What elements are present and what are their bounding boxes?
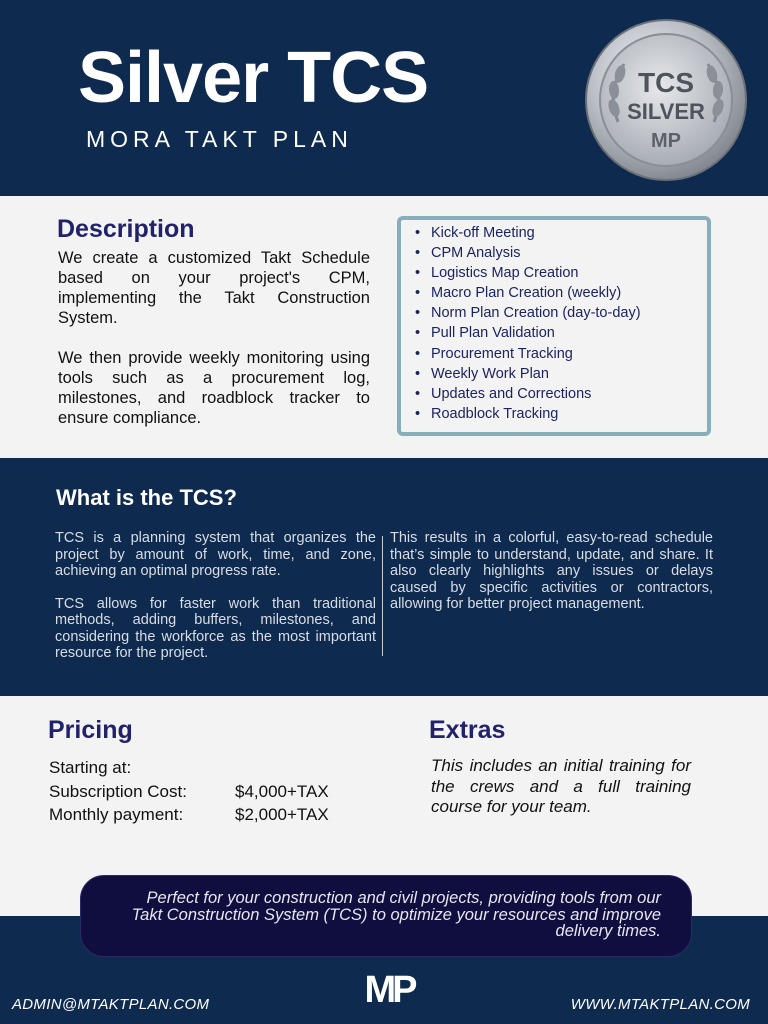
description-title: Description: [57, 215, 195, 243]
list-item: • Roadblock Tracking: [431, 404, 707, 424]
mp-logo-icon: [358, 966, 420, 1010]
list-item: • CPM Analysis: [431, 243, 707, 263]
list-item: • Macro Plan Creation (weekly): [431, 283, 707, 303]
page-subtitle: MORA TAKT PLAN: [86, 126, 353, 152]
footer-logo-text: MP: [364, 969, 414, 1010]
tcs-title: What is the TCS?: [56, 485, 237, 510]
tagline-banner: [80, 875, 692, 957]
tcs-right-column: [390, 530, 713, 613]
page-title: Silver TCS: [78, 38, 429, 118]
pricing-title: Pricing: [48, 716, 133, 744]
monthly-value: $2,000+TAX: [235, 805, 329, 824]
list-item: • Norm Plan Creation (day-to-day): [431, 303, 707, 323]
description-paragraph-1: We create a customized Takt Schedule based on your project's CPM, implementing the Takt Construction System.: [58, 249, 370, 327]
price-details: [49, 756, 329, 827]
list-item: • Logistics Map Creation: [431, 263, 707, 283]
badge-text-silver: SILVER: [627, 99, 705, 124]
services-list: [401, 220, 707, 424]
services-list-box: [397, 216, 711, 436]
tcs-section: [0, 458, 768, 696]
list-item: • Updates and Corrections: [431, 384, 707, 404]
list-item: • Weekly Work Plan: [431, 364, 707, 384]
extras-title: Extras: [429, 716, 506, 744]
badge-text-logo: MP: [651, 130, 681, 152]
column-divider: [382, 536, 383, 656]
badge-text-tcs: TCS: [638, 67, 694, 98]
monthly-label: Monthly payment:: [49, 805, 184, 824]
tcs-paragraph-3: This results in a colorful, easy-to-read schedule that’s simple to understand, update, and share. It also clearly highlights any issues or delays caused by specific activities or contractors, allowing for better project management.: [390, 530, 713, 612]
price-starting: Starting at:: [49, 758, 132, 777]
email-link[interactable]: ADMIN@MTAKTPLAN.COM: [12, 996, 210, 1013]
tcs-left-column: [55, 530, 376, 662]
tcs-paragraph-1: TCS is a planning system that organizes the project by amount of work, time, and zone, achieving an optimal progress rate.: [55, 530, 376, 579]
list-item: • Pull Plan Validation: [431, 323, 707, 343]
subscription-label: Subscription Cost:: [49, 781, 187, 801]
tagline-text: Perfect for your construction and civil projects, providing tools from our Takt Construction System (TCS) to optimize your resources and improve delivery times.: [131, 889, 661, 940]
description-section: [0, 196, 768, 458]
header-banner: [0, 0, 768, 196]
description-paragraph-2: We then provide weekly monitoring using tools such as a procurement log, milestones, and roadblock tracker to ensure compliance.: [58, 349, 370, 427]
list-item: • Kick-off Meeting: [431, 223, 707, 243]
price-row-monthly: [49, 803, 329, 827]
description-text: [58, 248, 370, 428]
extras-text: This includes an initial training for the crews and a full training course for your team.: [431, 756, 691, 816]
tcs-paragraph-2: TCS allows for faster work than traditional methods, adding buffers, milestones, and considering the workforce as the most important resource for the project.: [55, 595, 376, 661]
subscription-value: $4,000+TAX: [235, 781, 329, 801]
list-item: • Procurement Tracking: [431, 344, 707, 364]
website-link[interactable]: WWW.MTAKTPLAN.COM: [570, 996, 750, 1013]
price-row-subscription: [49, 780, 329, 804]
silver-coin-badge-icon: [576, 12, 756, 182]
